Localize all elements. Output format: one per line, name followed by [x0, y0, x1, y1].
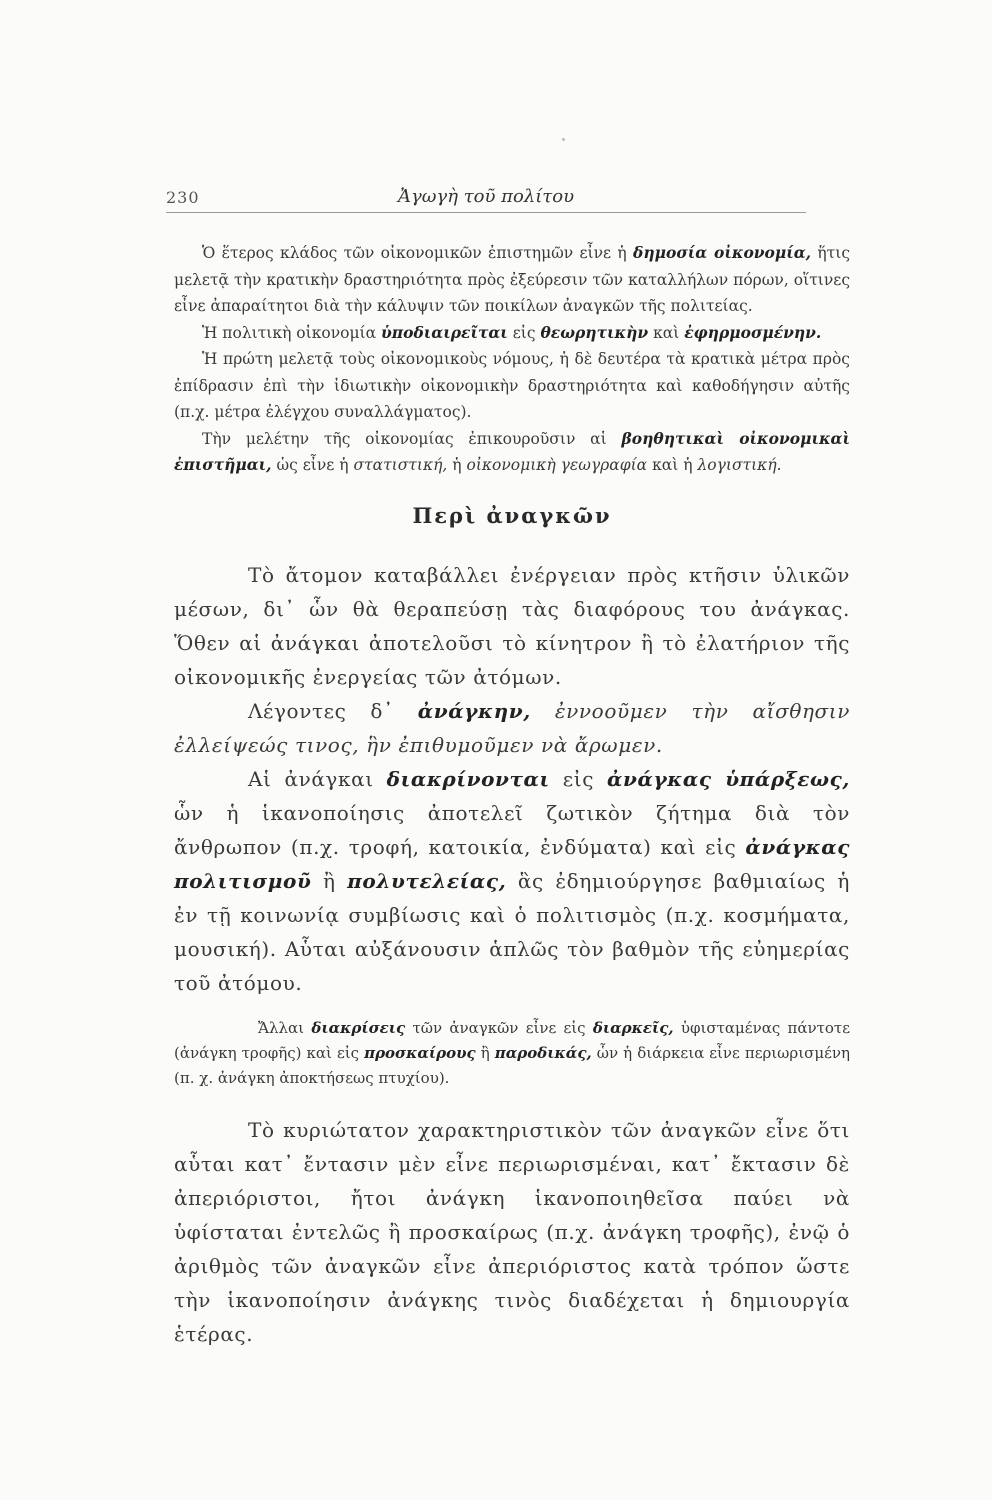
- emphasized-term: ὑποδιαιρεῖται: [381, 322, 508, 342]
- emphasized-term: θεωρητικὴν: [540, 322, 649, 342]
- intro-paragraph: [174, 426, 850, 479]
- emphasized-term: δημοσία οἰκονομία,: [633, 243, 812, 262]
- text-run: Ἄλλαι: [258, 1018, 312, 1037]
- body-paragraph: [174, 694, 850, 762]
- intro-paragraph: [174, 240, 850, 320]
- note-paragraph: [174, 1016, 850, 1091]
- text-run: εἰς: [549, 766, 607, 791]
- needs-characteristics-section: [174, 1113, 850, 1351]
- text-run: Τὸ ἄτομον καταβάλλει ἐνέργειαν πρὸς κτῆσιν ὑλικῶν μέσων, δι᾽ ὧν θὰ θεραπεύσῃ τὰς διαφόρους του ἀνάγκας. Ὅθεν αἱ ἀνάγκαι ἀποτελοῦσι τὸ κίνητρον ἢ τὸ ἐλατήριον τῆς οἰκονομικῆς ἐνεργείας τῶν ἀτόμων.: [174, 562, 850, 689]
- text-run: Αἱ ἀνάγκαι: [248, 766, 387, 791]
- emphasized-term: διακρίσεις: [311, 1018, 406, 1037]
- page-speck: [562, 138, 565, 141]
- emphasized-term: ἐφηρμοσμένην.: [684, 322, 822, 342]
- emphasized-term: ἀνάγκας πολιτισμοῦ: [174, 834, 850, 893]
- body-paragraph: [174, 1113, 850, 1351]
- text-run: καὶ: [648, 323, 685, 342]
- intro-paragraph: [174, 346, 850, 426]
- page-header: [166, 186, 806, 213]
- body-paragraph: [174, 558, 850, 694]
- emphasized-term: παροδικάς,: [494, 1043, 592, 1062]
- text-run: εἰς: [507, 323, 541, 342]
- text-run: Ὁ ἕτερος κλάδος τῶν οἰκονομικῶν ἐπιστημῶν εἶνε ἡ: [202, 244, 634, 262]
- text-run: Ἡ πρώτη μελετᾷ τοὺς οἰκονομικοὺς νόμους, ἡ δὲ δευτέρα τὰ κρατικὰ μέτρα πρὸς ἐπίδρασιν ἐπὶ τὴν ἰδιωτικὴν οἰκονομικὴν δραστηριότητα καὶ καθοδήγησιν αὐτῆς (π.χ. μέτρα ἐλέγχου συναλλάγματος).: [174, 350, 850, 421]
- text-run: ὧν ἡ διάρκεια εἶνε περιωρισμένη (π. χ. ἀνάγκη ἀποκτήσεως πτυχίου).: [174, 1043, 850, 1087]
- section-heading: Περὶ ἀναγκῶν: [412, 502, 612, 528]
- intro-paragraph: [174, 320, 850, 347]
- text-run: ἢ: [311, 868, 348, 893]
- emphasized-term: ἀνάγκας ὑπάρξεως,: [607, 766, 850, 791]
- text-run: Ἡ πολιτικὴ οἰκονομία: [202, 323, 382, 342]
- text-run: ὡς εἶνε ἡ: [271, 456, 354, 474]
- page-number: 230: [166, 188, 200, 207]
- needs-section: [174, 558, 850, 1000]
- emphasized-term: προσκαίρους: [364, 1043, 476, 1062]
- emphasized-term: ἀνάγκην,: [417, 698, 531, 723]
- italic-text: οἰκονομικὴ γεωγραφία: [466, 456, 648, 474]
- page-body: [174, 240, 850, 1351]
- running-title: Ἀγωγὴ τοῦ πολίτου: [398, 186, 575, 207]
- text-run: ὑφισταμένας πάντοτε (ἀνάγκη τροφῆς) καὶ εἰς: [174, 1018, 850, 1062]
- emphasized-term: διακρίνονται: [386, 766, 550, 791]
- text-run: καὶ ἡ: [647, 456, 698, 474]
- text-run: Τὴν μελέτην τῆς οἰκονομίας ἐπικουροῦσιν αἱ: [202, 429, 622, 448]
- italic-text: στατιστική,: [353, 456, 448, 474]
- italic-text: ἐννοοῦμεν τὴν αἴσθησιν ἐλλείψεώς τινος, ἣν ἐπιθυμοῦμεν νὰ ἄρωμεν.: [174, 698, 850, 757]
- text-run: ἥτις μελετᾷ τὴν κρατικὴν δραστηριότητα πρὸς ἐξεύρεσιν τῶν καταλλήλων πόρων, οἵτινες εἶνε ἀπαραίτητοι διὰ τὴν κάλυψιν τῶν ποικίλων ἀναγκῶν τῆς πολιτείας.: [174, 244, 851, 315]
- text-run: ἃς ἐδημιούργησε βαθμιαίως ἡ ἐν τῇ κοινωνίᾳ συμβίωσις καὶ ὁ πολιτισμὸς (π.χ. κοσμήματα, μουσική). Αὗται αὐξάνουσιν ἁπλῶς τὸν βαθμὸν τῆς εὐημερίας τοῦ ἀτόμου.: [174, 868, 850, 995]
- text-run: Τὸ κυριώτατον χαρακτηριστικὸν τῶν ἀναγκῶν εἶνε ὅτι αὗται κατ᾽ ἔντασιν μὲν εἶνε περιωρισμέναι, κατ᾽ ἔκτασιν δὲ ἀπεριόριστοι, ἤτοι ἀνάγκη ἱκανοποιηθεῖσα παύει νὰ ὑφίσταται ἐντελῶς ἢ προσκαίρως (π.χ. ἀνάγκη τροφῆς), ἐνῷ ὁ ἀριθμὸς τῶν ἀναγκῶν εἶνε ἀπεριόριστος κατὰ τρόπον ὥστε τὴν ἱκανοποίησιν ἀνάγκης τινὸς διαδέχεται ἡ δημιουργία ἑτέρας.: [174, 1117, 850, 1346]
- italic-text: λογιστική.: [697, 456, 782, 474]
- text-run: ἡ: [447, 456, 467, 474]
- small-print-note: [174, 1016, 850, 1091]
- intro-section: [174, 240, 850, 479]
- text-run: ἢ: [475, 1043, 495, 1062]
- text-run: ὧν ἡ ἱκανοποίησις ἀποτελεῖ ζωτικὸν ζήτημα διὰ τὸν ἄνθρωπον (π.χ. τροφή, κατοικία, ἐνδύματα) καὶ εἰς: [174, 800, 850, 859]
- text-run: τῶν ἀναγκῶν εἶνε εἰς: [405, 1018, 593, 1037]
- emphasized-term: διαρκεῖς,: [592, 1018, 674, 1037]
- body-paragraph: [174, 762, 850, 1000]
- text-run: Λέγοντες δ᾽: [248, 698, 418, 723]
- emphasized-term: βοηθητικαὶ οἰκονομικαὶ ἐπιστῆμαι,: [174, 428, 850, 474]
- emphasized-term: πολυτελείας,: [347, 868, 507, 893]
